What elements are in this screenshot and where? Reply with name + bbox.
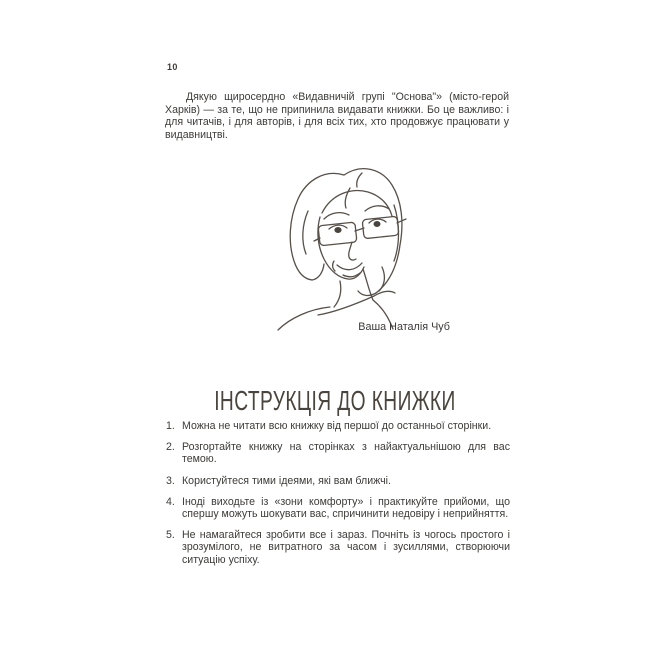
list-item-number: 1.	[166, 420, 175, 432]
list-item	[166, 420, 510, 432]
list-item	[166, 475, 510, 487]
list-item-text: Не намагайтеся зробити все і зараз. Почніть із чогось простого і зрозумілого, не витратного за часом і зусиллями, створюючи ситуацію успіху.	[182, 529, 510, 566]
list-item-number: 3.	[166, 474, 175, 487]
list-item	[166, 441, 510, 465]
list-item	[166, 529, 510, 566]
list-item-text: Розгортайте книжку на сторінках з найактуальнішою для вас темою.	[182, 441, 510, 466]
list-item-number: 2.	[166, 441, 175, 454]
list-item	[166, 496, 510, 520]
instruction-list	[166, 420, 510, 575]
acknowledgement-paragraph: Дякую щиросердно «Видавничій групі "Основа"» (місто-герой Харків) — за те, що не припинила видавати книжки. Бо це важливо: і для читачів, і для авторів, і для всіх тих, хто продовжує працювати у видавництві.	[165, 91, 509, 141]
section-heading-text: ІНСТРУКЦІЯ ДО КНИЖКИ	[213, 386, 456, 417]
list-item-number: 4.	[166, 495, 175, 508]
page-number: 10	[167, 62, 178, 72]
author-portrait	[256, 161, 408, 333]
list-item-text: Іноді виходьте із «зони комфорту» і практикуйте прийоми, що спершу можуть шокувати вас, спричинити недовіру і неприйняття.	[182, 495, 510, 521]
author-signature: Ваша Наталія Чуб	[358, 321, 450, 333]
list-item-text: Можна не читати всю книжку від першої до останньої сторінки.	[182, 420, 492, 432]
list-item-number: 5.	[166, 529, 175, 542]
list-item-text: Користуйтеся тими ідеями, які вам ближчі.	[182, 474, 391, 487]
section-heading	[163, 380, 506, 417]
author-portrait-illustration	[256, 161, 408, 333]
